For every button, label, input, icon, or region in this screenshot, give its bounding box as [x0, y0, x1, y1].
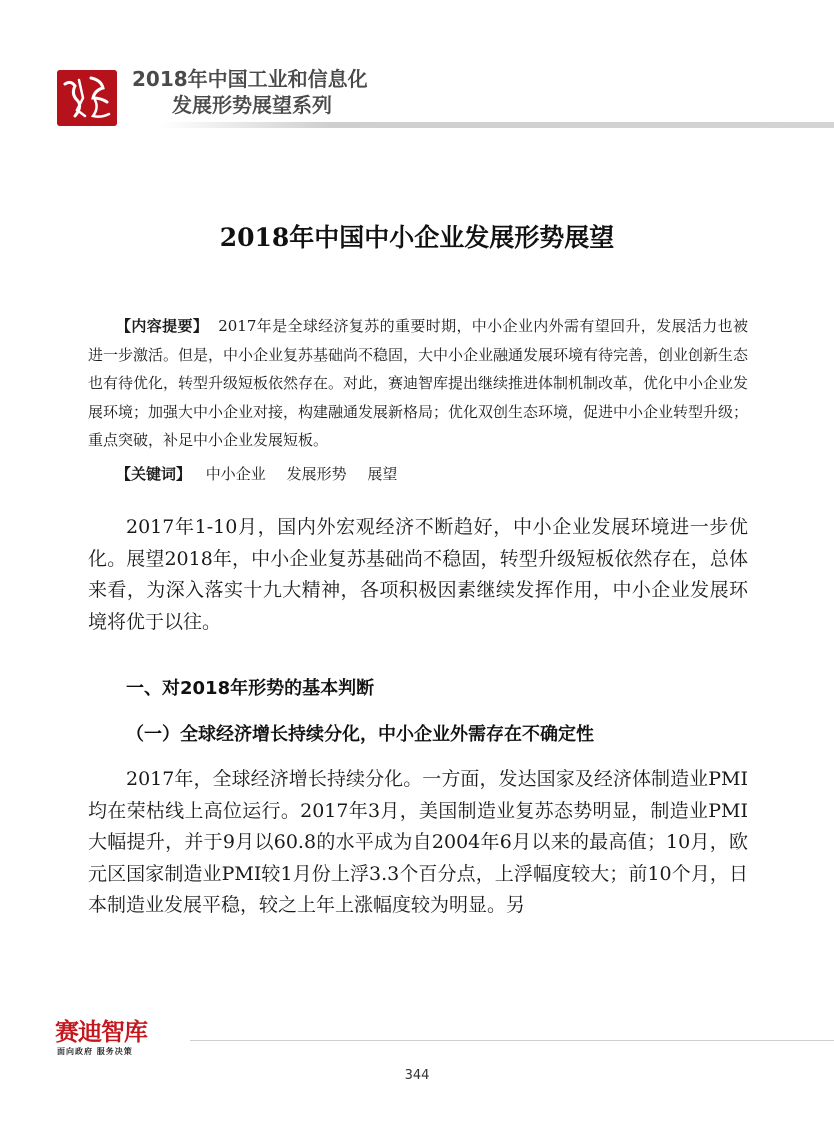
page-title: 2018年中国中小企业发展形势展望	[219, 223, 615, 252]
series-title-line2: 发展形势展望系列	[172, 93, 332, 117]
seal-icon	[57, 70, 117, 126]
footer-logo	[55, 1018, 195, 1058]
series-title-line1: 2018年中国工业和信息化	[132, 67, 368, 91]
abstract-text: 2017年是全球经济复苏的重要时期，中小企业内外需有望回升，发展活力也被进一步激活。但是，中小企业复苏基础尚不稳固，大中小企业融通发展环境有待完善，创业创新生态也有待优化，转型升级短板依然存在。对此，赛迪智库提出继续推进体制机制改革，优化中小企业发展环境；加强大中小企业对接，构建融通发展新格局；优化双创生态环境，促进中小企业转型升级；重点突破，补足中小企业发展短板。	[88, 317, 749, 449]
brand-name: 赛迪智库	[55, 1018, 147, 1046]
header-divider	[160, 122, 834, 128]
keyword-item: 展望	[367, 465, 398, 483]
keywords	[88, 460, 748, 488]
section-heading: 一、对2018年形势的基本判断	[126, 678, 375, 699]
body-paragraph-1: 2017年1-10月，国内外宏观经济不断趋好，中小企业发展环境进一步优化。展望2018年，中小企业复苏基础尚不稳固，转型升级短板依然存在，总体来看，为深入落实十九大精神，各项积极因素继续发挥作用，中小企业发展环境将优于以往。	[88, 516, 748, 633]
abstract	[88, 312, 748, 455]
page-number: 344	[404, 1068, 430, 1083]
logo-seal	[57, 70, 117, 126]
keyword-item: 发展形势	[286, 465, 347, 483]
brand-slogan: 面向政府 服务决策	[57, 1047, 133, 1056]
abstract-label: 【内容提要】	[116, 317, 209, 335]
keyword-item: 中小企业	[205, 465, 266, 483]
keywords-label: 【关键词】	[116, 465, 192, 483]
subsection-heading: （一）全球经济增长持续分化，中小企业外需存在不确定性	[126, 724, 594, 745]
series-title	[132, 66, 472, 118]
footer-divider	[190, 1040, 834, 1041]
body-paragraph-2: 2017年，全球经济增长持续分化。一方面，发达国家及经济体制造业PMI均在荣枯线上高位运行。2017年3月，美国制造业复苏态势明显，制造业PMI大幅提升，并于9月以60.8的水平成为自2004年6月以来的最高值；10月，欧元区国家制造业PMI较1月份上浮3.3个百分点，上浮幅度较大；前10个月，日本制造业发展平稳，较之上年上涨幅度较为明显。另	[88, 768, 748, 916]
